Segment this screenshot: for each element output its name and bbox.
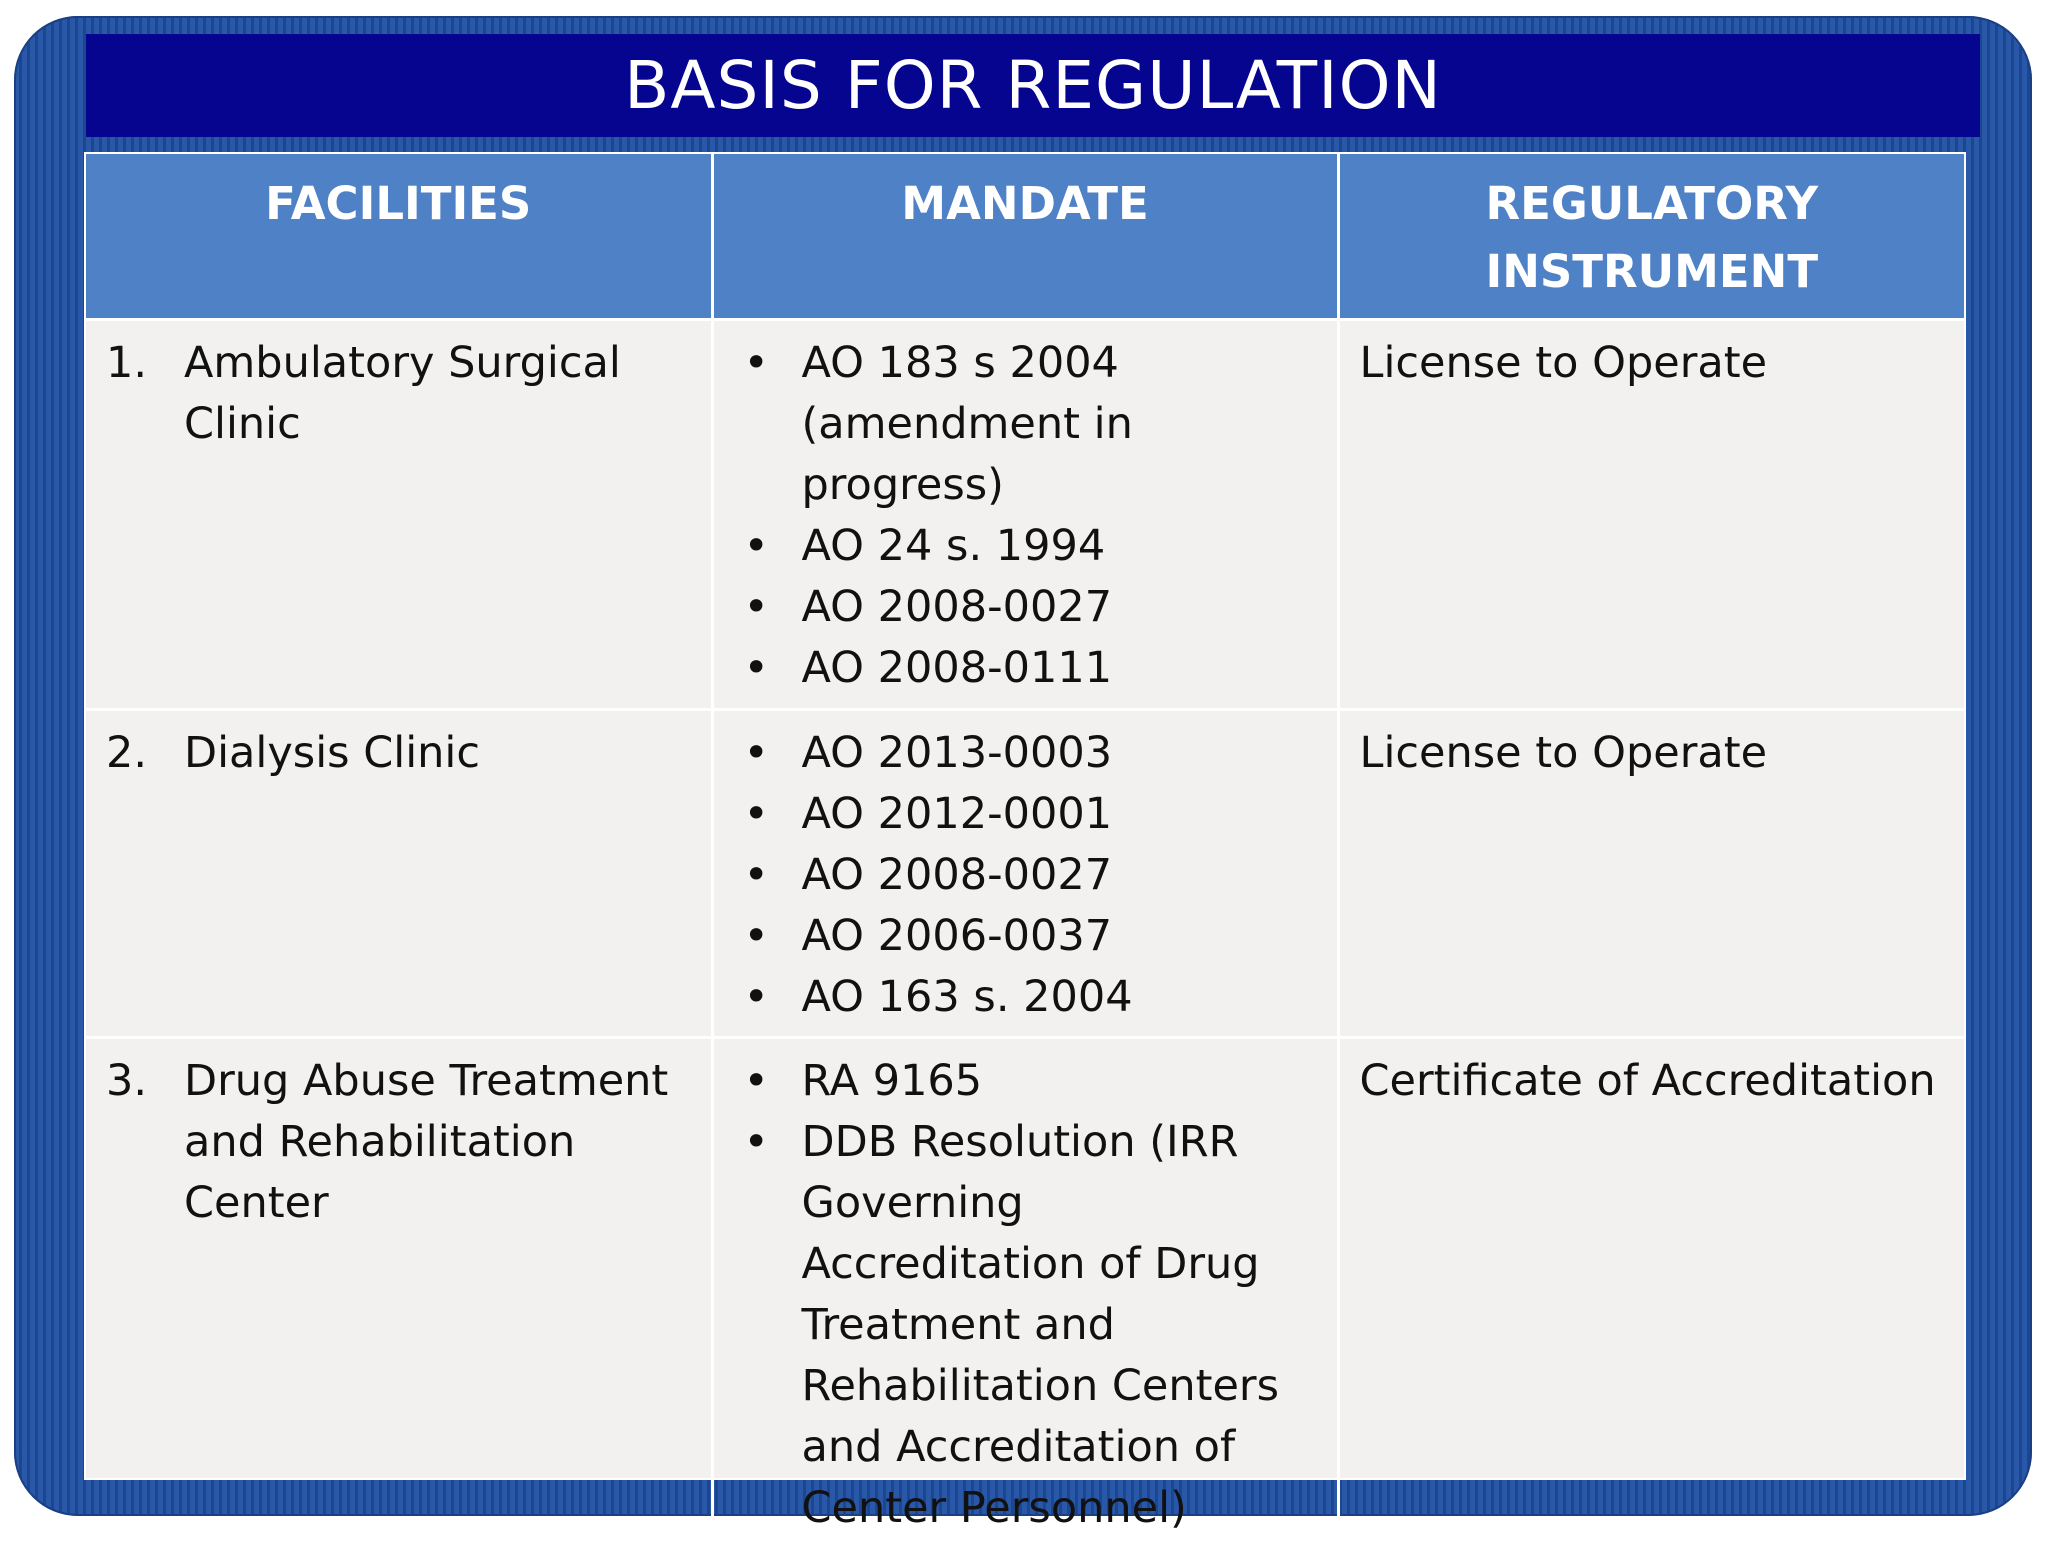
mandate-text: AO 2008-0027 — [802, 845, 1317, 906]
page-title: BASIS FOR REGULATION — [624, 53, 1442, 119]
mandate-text: RA 9165 — [802, 1051, 1317, 1112]
header-instrument-line1: REGULATORY — [1485, 177, 1818, 230]
facility-name: Ambulatory Surgical Clinic — [184, 333, 691, 455]
list-item — [734, 906, 1317, 967]
bullet-icon: • — [734, 516, 802, 577]
mandate-cell — [712, 320, 1338, 710]
bullet-icon: • — [734, 1112, 802, 1539]
bullet-icon: • — [734, 577, 802, 638]
mandate-text: AO 163 s. 2004 — [802, 967, 1317, 1028]
instrument-cell: License to Operate — [1338, 710, 1964, 1038]
list-item — [734, 1051, 1317, 1112]
instrument-cell: Certificate of Accreditation — [1338, 1038, 1964, 1547]
row-number: 3. — [106, 1051, 184, 1234]
list-item — [734, 723, 1317, 784]
bullet-icon: • — [734, 638, 802, 699]
row-number: 1. — [106, 333, 184, 455]
list-item — [734, 638, 1317, 699]
bullet-icon: • — [734, 845, 802, 906]
bullet-icon: • — [734, 784, 802, 845]
mandate-text: AO 183 s 2004 (amendment in progress) — [802, 333, 1317, 516]
header-mandate: MANDATE — [712, 154, 1338, 320]
regulation-table — [84, 152, 1966, 1480]
mandate-text: AO 2008-0027 — [802, 577, 1317, 638]
list-item — [734, 845, 1317, 906]
table-header-row — [86, 154, 1964, 320]
list-item — [734, 577, 1317, 638]
list-item — [734, 516, 1317, 577]
header-regulatory-instrument — [1338, 154, 1964, 320]
bullet-icon: • — [734, 1051, 802, 1112]
facility-cell — [86, 1038, 712, 1547]
mandate-cell — [712, 710, 1338, 1038]
list-item — [734, 1112, 1317, 1539]
bullet-icon: • — [734, 333, 802, 516]
list-item — [734, 333, 1317, 516]
list-item — [734, 967, 1317, 1028]
facility-cell — [86, 710, 712, 1038]
table — [86, 154, 1964, 1547]
mandate-text: DDB Resolution (IRR Governing Accreditation of Drug Treatment and Rehabilitation Centers and Accreditation of Center Personnel) — [802, 1112, 1317, 1539]
bullet-icon: • — [734, 967, 802, 1028]
table-row — [86, 320, 1964, 710]
mandate-list — [734, 723, 1317, 1028]
mandate-list — [734, 333, 1317, 699]
bullet-icon: • — [734, 723, 802, 784]
header-facilities: FACILITIES — [86, 154, 712, 320]
mandate-text: AO 2013-0003 — [802, 723, 1317, 784]
title-bar — [86, 34, 1980, 137]
mandate-text: AO 2006-0037 — [802, 906, 1317, 967]
mandate-list — [734, 1051, 1317, 1539]
list-item — [734, 784, 1317, 845]
row-number: 2. — [106, 723, 184, 784]
mandate-text: AO 2008-0111 — [802, 638, 1317, 699]
table-row — [86, 1038, 1964, 1547]
mandate-cell — [712, 1038, 1338, 1547]
facility-cell — [86, 320, 712, 710]
header-instrument-line2: INSTRUMENT — [1485, 245, 1818, 298]
mandate-text: AO 2012-0001 — [802, 784, 1317, 845]
table-row — [86, 710, 1964, 1038]
bullet-icon: • — [734, 906, 802, 967]
mandate-text: AO 24 s. 1994 — [802, 516, 1317, 577]
instrument-cell: License to Operate — [1338, 320, 1964, 710]
facility-name: Drug Abuse Treatment and Rehabilitation Center — [184, 1051, 691, 1234]
facility-name: Dialysis Clinic — [184, 723, 691, 784]
